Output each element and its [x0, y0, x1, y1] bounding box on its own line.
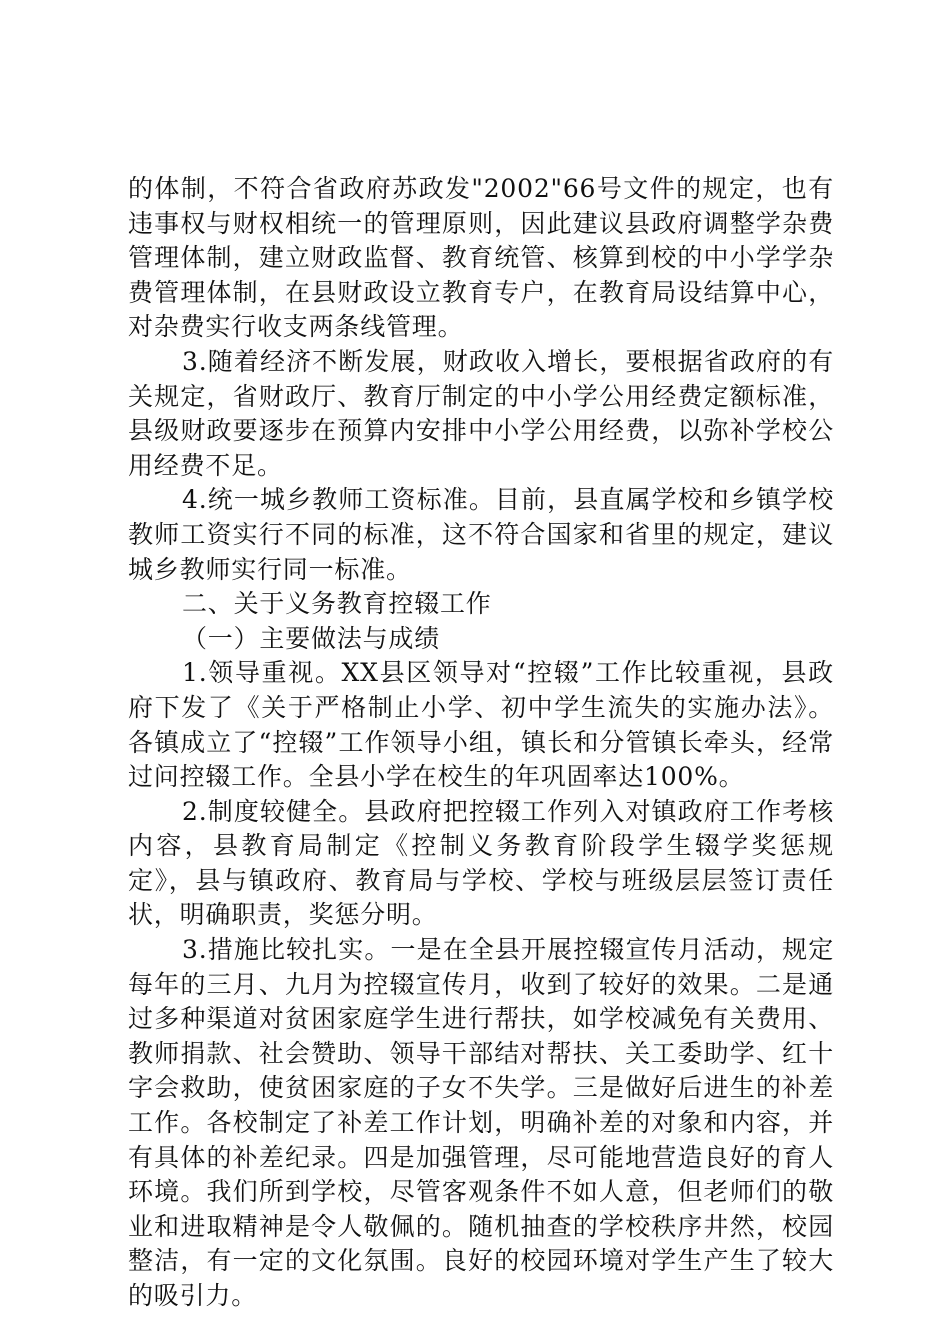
paragraph-point-1: 1.领导重视。XX县区领导对“控辍”工作比较重视，县政府下发了《关于严格制止小学、初中学生流失的实施办法》。各镇成立了“控辍”工作领导小组，镇长和分管镇长牵头，经常过问控辍工作。全县小学在校生的年巩固率达100%。	[128, 658, 834, 792]
section-heading: 二、关于义务教育控辍工作	[182, 589, 492, 619]
paragraph-point-3: 3.措施比较扎实。一是在全县开展控辍宣传月活动，规定每年的三月、九月为控辍宣传月，收到了较好的效果。二是通过多种渠道对贫困家庭学生进行帮扶，如学校减免有关费用、教师捐款、社会赞助、领导干部结对帮扶、关工委助学、红十字会救助，使贫困家庭的子女不失学。三是做好后进生的补差工作。各校制定了补差工作计划，明确补差的对象和内容，并有具体的补差纪录。四是加强管理，尽可能地营造良好的育人环境。我们所到学校，尽管客观条件不如人意，但老师们的敬业和进取精神是令人敬佩的。随机抽查的学校秩序井然，校园整洁，有一定的文化氛围。良好的校园环境对学生产生了较大的吸引力。	[128, 935, 834, 1310]
paragraph-continuation: 的体制，不符合省政府苏政发"2002"66号文件的规定，也有违事权与财权相统一的管理原则，因此建议县政府调整学杂费管理体制，建立财政监督、教育统管、核算到校的中小学学杂费管理体制，在县财政设立教育专户，在教育局设结算中心，对杂费实行收支两条线管理。	[128, 174, 834, 342]
subsection-heading: （一）主要做法与成绩	[182, 623, 441, 653]
paragraph-point-2: 2.制度较健全。县政府把控辍工作列入对镇政府工作考核内容，县教育局制定《控制义务教育阶段学生辍学奖惩规定》，县与镇政府、教育局与学校、学校与班级层层签订责任状，明确职责，奖惩分明。	[128, 796, 834, 930]
document-body	[128, 172, 834, 1314]
paragraph-item-4: 4.统一城乡教师工资标准。目前，县直属学校和乡镇学校教师工资实行不同的标准，这不符合国家和省里的规定，建议城乡教师实行同一标准。	[128, 485, 834, 584]
paragraph-item-3: 3.随着经济不断发展，财政收入增长，要根据省政府的有关规定，省财政厅、教育厅制定的中小学公用经费定额标准，县级财政要逐步在预算内安排中小学公用经费，以弥补学校公用经费不足。	[128, 346, 834, 480]
